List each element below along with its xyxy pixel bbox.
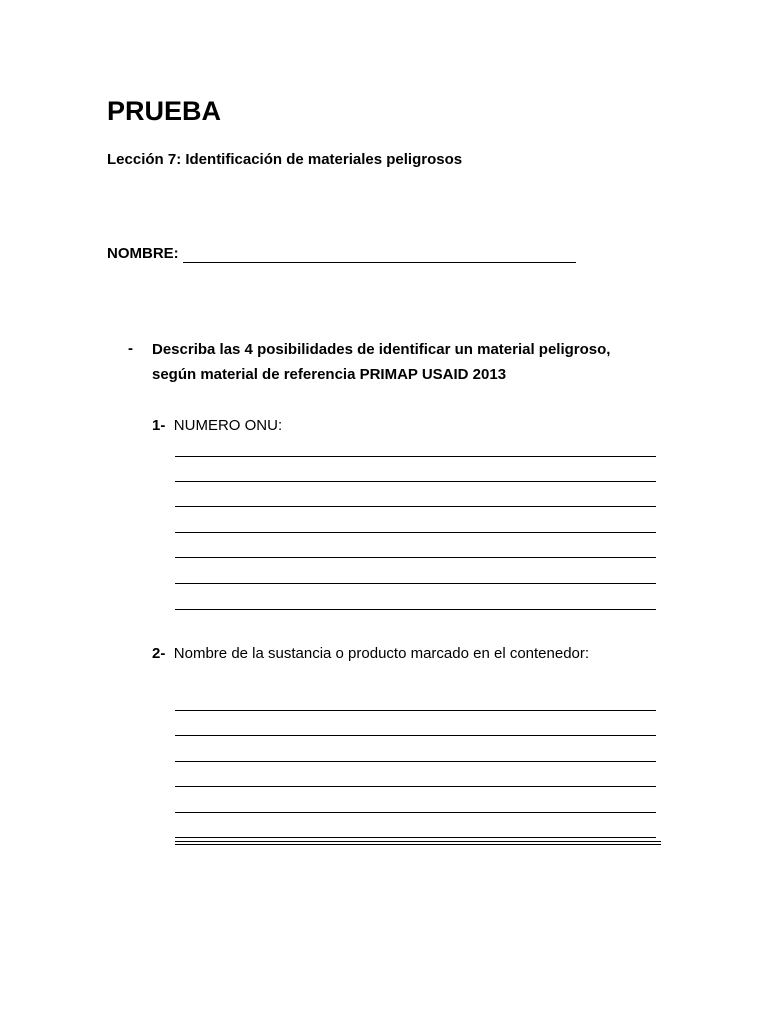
answer-line[interactable]	[175, 837, 656, 838]
instruction-text	[152, 337, 632, 387]
answer-line[interactable]	[175, 557, 656, 558]
answer-line[interactable]	[175, 506, 656, 507]
answer-line[interactable]	[175, 812, 656, 813]
question-1-text: NUMERO ONU:	[173, 417, 283, 434]
double-rule-divider	[175, 841, 661, 845]
answer-line[interactable]	[175, 710, 656, 711]
answer-line[interactable]	[175, 583, 656, 584]
name-label: NOMBRE:	[107, 245, 179, 262]
answer-line[interactable]	[175, 456, 656, 457]
question-1	[152, 417, 282, 435]
bullet-dash: -	[128, 340, 133, 357]
answer-line[interactable]	[175, 786, 656, 787]
name-field-row	[107, 245, 576, 263]
name-blank-line[interactable]	[183, 248, 576, 263]
question-2-text: Nombre de la sustancia o producto marcado en el contenedor:	[173, 645, 590, 662]
instruction-line-2: según material de referencia PRIMAP USAID 2013	[152, 366, 507, 383]
question-2-number: 2-	[152, 645, 166, 662]
question-2	[152, 645, 589, 663]
answer-line[interactable]	[175, 735, 656, 736]
instruction-line-1: Describa las 4 posibilidades de identificar un material peligroso,	[152, 341, 611, 358]
page-title: PRUEBA	[107, 96, 222, 126]
answer-line[interactable]	[175, 532, 656, 533]
answer-line[interactable]	[175, 761, 656, 762]
lesson-heading: Lección 7: Identificación de materiales peligrosos	[107, 151, 463, 168]
answer-line[interactable]	[175, 609, 656, 610]
answer-line[interactable]	[175, 481, 656, 482]
question-1-number: 1-	[152, 417, 166, 434]
